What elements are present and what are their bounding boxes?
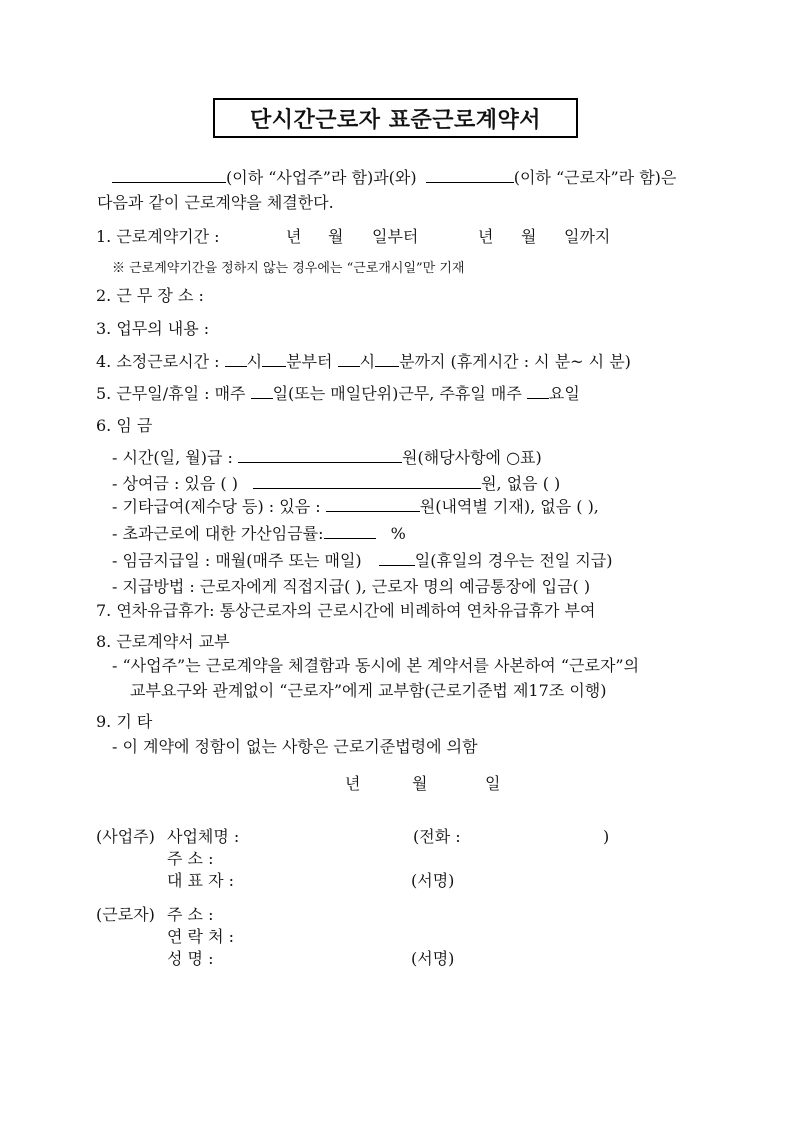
worker-name-blank	[426, 167, 514, 183]
title-box	[213, 98, 578, 138]
overtime-line	[112, 523, 406, 544]
section-5-mid: 일(또는 매일단위)근무, 주휴일 매주	[272, 384, 522, 403]
section-2-label: 2. 근 무 장 소 :	[96, 286, 204, 305]
overtime-label: - 초과근로에 대한 가산임금률:	[112, 524, 324, 543]
payday-label: - 임금지급일 : 매월(매주 또는 매일)	[112, 551, 362, 570]
other-pay-line	[112, 496, 599, 517]
employer-signature: (서명)	[411, 871, 455, 890]
other-pay-label: - 기타급여(제수당 등) : 있음 :	[112, 497, 321, 516]
minute-2: 분까지	[399, 352, 446, 371]
intro-line-1	[112, 167, 676, 188]
worker-signature: (서명)	[411, 949, 455, 968]
start-day: 일부터	[372, 227, 419, 246]
other-pay-mid: 원(내역별 기재), 없음 ( ),	[419, 497, 599, 516]
minute-blank-1	[262, 351, 286, 367]
end-month: 월	[521, 227, 537, 246]
sign-date-year: 년	[345, 774, 361, 793]
worker-role: (근로자)	[96, 905, 155, 924]
worker-contact-label: 연 락 처 :	[167, 927, 235, 946]
section-8-label: 8. 근로계약서 교부	[96, 632, 230, 651]
bonus-line	[112, 473, 560, 494]
worker-address-label: 주 소 :	[167, 905, 214, 924]
employer-phone-label: (전화 :	[413, 827, 461, 846]
sign-date-day: 일	[485, 774, 501, 793]
section-6-label: 6. 임 금	[96, 416, 153, 435]
section-1-label: 1. 근로계약기간 :	[96, 227, 220, 246]
rest-time: (휴게시간 : 시 분~ 시 분)	[450, 352, 631, 371]
hour-2: 시	[359, 352, 376, 371]
section-5-label: 5. 근무일/휴일 : 매주	[96, 384, 246, 403]
start-year: 년	[286, 227, 302, 246]
payday-line	[112, 550, 613, 571]
employer-address-label: 주 소 :	[167, 849, 214, 868]
intro-line-2: 다음과 같이 근로계약을 체결한다.	[97, 193, 334, 212]
wage-blank	[238, 447, 402, 463]
section-1-note: ※ 근로계약기간을 정하지 않는 경우에는 “근로개시일”만 기재	[112, 261, 465, 276]
bonus-label: - 상여금 : 있음 ( )	[112, 474, 238, 493]
overtime-blank	[324, 523, 376, 539]
intro-part-1: (이하 “사업주”라 함)과(와)	[226, 168, 417, 187]
bonus-blank	[253, 473, 481, 489]
employer-role: (사업주)	[96, 827, 155, 846]
wage-label: - 시간(일, 월)급 :	[112, 448, 233, 467]
section-7-label: 7. 연차유급휴가: 통상근로자의 근로시간에 비례하여 연차유급휴가 부여	[96, 601, 596, 620]
payday-blank	[379, 550, 415, 566]
hour-blank-2	[338, 351, 360, 367]
wage-end: 원(해당사항에 ○표)	[402, 448, 542, 467]
section-8-line-2: 교부요구와 관계없이 “근로자”에게 교부함(근로기준법 제17조 이행)	[130, 681, 607, 700]
section-3-label: 3. 업무의 내용 :	[96, 319, 210, 338]
section-9-label: 9. 기 타	[96, 712, 153, 731]
wage-line	[112, 447, 542, 468]
holiday-blank	[527, 383, 549, 399]
employer-company-label: 사업체명 :	[167, 827, 240, 846]
bonus-mid: 원, 없음 ( )	[481, 474, 561, 493]
employer-name-blank	[112, 167, 226, 183]
section-5-line	[96, 383, 580, 404]
section-4-line	[96, 351, 631, 372]
worker-name-label: 성 명 :	[167, 949, 214, 968]
minute-1: 분부터	[286, 352, 333, 371]
end-year: 년	[478, 227, 494, 246]
section-8-line-1: - “사업주”는 근로계약을 체결함과 동시에 본 계약서를 사본하여 “근로자”의	[112, 656, 640, 675]
payday-end: 일(휴일의 경우는 전일 지급)	[414, 551, 613, 570]
hour-1: 시	[246, 352, 263, 371]
section-4-label: 4. 소정근로시간 :	[96, 352, 220, 371]
minute-blank-2	[375, 351, 399, 367]
start-month: 월	[328, 227, 344, 246]
sign-date-month: 월	[412, 774, 428, 793]
intro-part-2: (이하 “근로자”라 함)은	[513, 168, 677, 187]
overtime-end: %	[390, 524, 406, 543]
document-title: 단시간근로자 표준근로계약서	[250, 107, 541, 133]
employer-rep-label: 대 표 자 :	[167, 871, 235, 890]
workdays-blank	[251, 383, 273, 399]
end-day: 일까지	[564, 227, 611, 246]
other-pay-blank	[326, 496, 420, 512]
employer-phone-close: )	[603, 827, 610, 846]
payment-method: - 지급방법 : 근로자에게 직접지급( ), 근로자 명의 예금통장에 입금( )	[112, 577, 591, 596]
hour-blank-1	[225, 351, 247, 367]
section-9-line-1: - 이 계약에 정함이 없는 사항은 근로기준법령에 의함	[112, 737, 478, 756]
section-5-end: 요일	[548, 384, 580, 403]
